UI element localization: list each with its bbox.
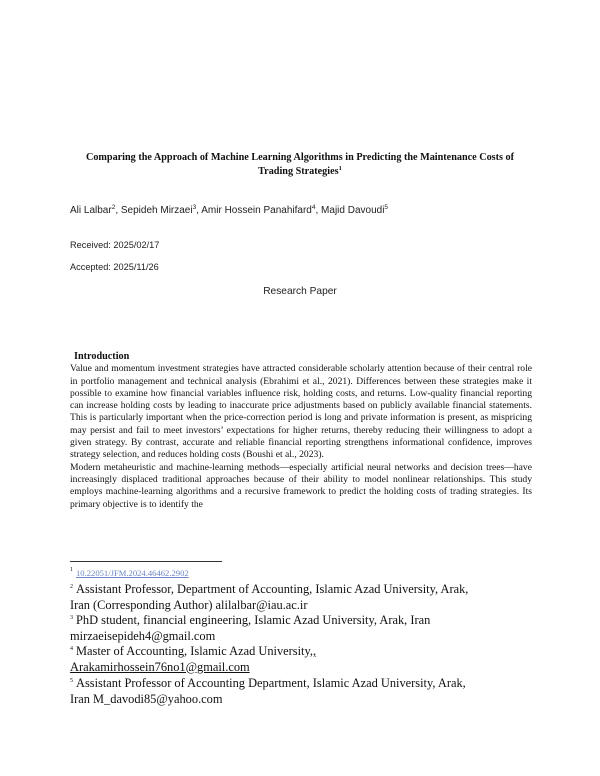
author-name: Sepideh Mirzaei [120,205,193,216]
footnote-text: Iran (Corresponding Author) alilalbar@iau.ac.ir [70,597,308,612]
footnote-text: Master of Accounting, Islamic Azad University, [76,644,313,658]
accepted-date: Accepted: 2025/11/26 [70,262,159,272]
author-name: Amir Hossein Panahifard [201,205,312,216]
paper-type: Research Paper [263,286,337,297]
author-name: Majid Davoudi [321,205,385,216]
footnote-text: mirzaeisepideh4@gmail.com [70,628,216,643]
doi-link[interactable]: 10.22051/JFM.2024.46462.2902 [76,568,189,578]
body-text [70,351,532,511]
title-footnote-marker: 1 [338,165,342,172]
footnote-3 [70,611,430,644]
footnote-separator [70,561,222,562]
footnote-5 [70,674,466,707]
author-footnote-marker: 5 [384,204,389,211]
footnote-text: PhD student, financial engineering, Islamic Azad University, Arak, Iran [76,613,431,627]
footnote-2 [70,580,468,613]
author-name: Ali Lalbar [70,205,112,216]
footnote-1 [70,563,189,582]
footnote-text: Assistant Professor, Department of Accounting, Islamic Azad University, Arak, [76,582,469,596]
received-date: Received: 2025/02/17 [70,240,160,250]
footnote-number: 5 [70,678,73,684]
footnote-number: 1 [70,567,73,573]
author-footnote-marker: 3 [192,204,197,211]
footnote-number: 2 [70,584,73,590]
footnote-text: , [312,644,317,658]
footnote-text: Iran M_davodi85@yahoo.com [70,691,223,706]
footnote-text: Assistant Professor of Accounting Department, Islamic Azad University, Arak, [76,676,466,690]
author-list: Ali Lalbar$^2$, Sepideh Mirzaei$^3$, Amir Hossein Panahifard$^4$, Majid Davoudi$^5$ [70,204,389,216]
paper-title-text: Comparing the Approach of Machine Learning Algorithms in Predicting the Maintenance Costs of Trading Strategies [85,152,515,177]
footnote-number: 3 [70,615,73,621]
author-footnote-marker: 4 [311,204,316,211]
paragraph: Modern metaheuristic and machine-learning methods—especially artificial neural networks and decision trees—have increasingly displaced traditional approaches because of their ability to model nonlinear relationships. This study employs machine-learning algorithms and a recursive framework to predict the holding costs of trading strategies. Its primary objective is to identify the [70,461,532,510]
paper-title [70,151,530,179]
footnote-4 [70,642,316,675]
section-heading-introduction: Introduction [74,351,130,362]
email-link[interactable]: Arakamirhossein76no1@gmail.com [70,659,250,674]
paragraph: Value and momentum investment strategies have attracted considerable scholarly attention because of their central role in portfolio management and technical analysis (Ebrahimi et al., 2021). Differences between these strategies make it possible to examine how financial variables influence risk, holding costs, and returns. Low-quality financial reporting can increase holding costs by leading to inaccurate price adjustments based on publicly available financial statements. This is particularly important when the price-correction period is long and private information is present, as mispricing may persist and fail to meet investors’ expectations for higher returns, thereby reducing their willingness to adopt a given strategy. By contrast, accurate and reliable financial reporting strengthens informational confidence, improves strategy selection, and reduces holding costs (Boushi et al., 2023). [70,363,532,461]
author-footnote-marker: 2 [111,204,116,211]
footnote-number: 4 [70,646,73,652]
